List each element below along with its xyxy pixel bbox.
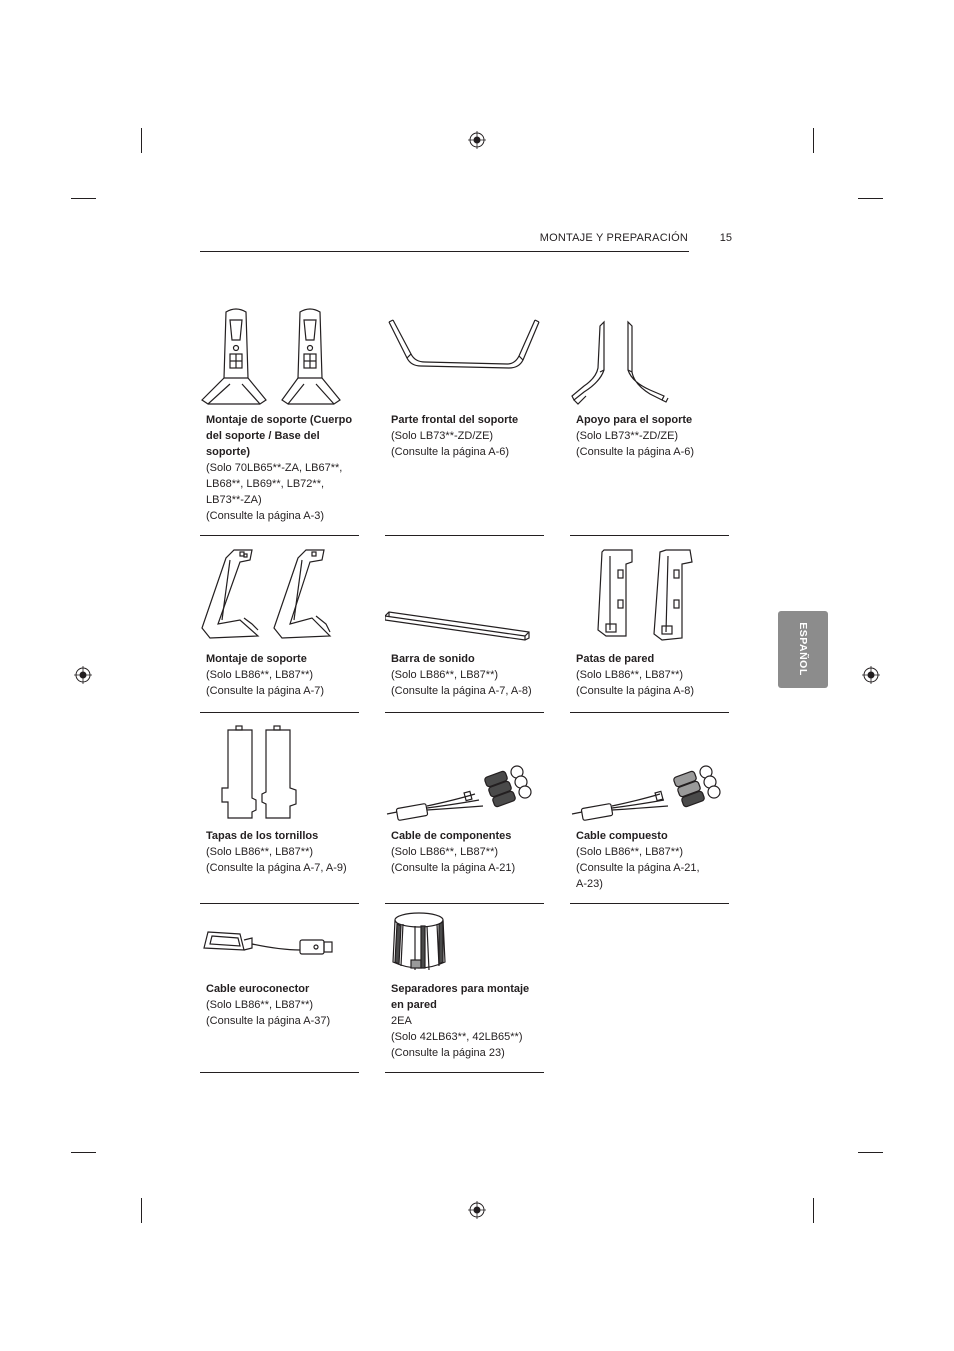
crop-mark	[858, 198, 883, 199]
stand-body-base-illustration	[200, 300, 360, 410]
item-text	[206, 412, 356, 524]
item-detail: (Solo LB86**, LB87**)	[206, 669, 314, 681]
item-text	[576, 828, 700, 892]
item-detail: (Consulte la página A-8)	[576, 685, 695, 697]
item-detail: (Consulte la página A-21,	[576, 862, 700, 874]
item-detail: LB73**-ZA)	[206, 494, 262, 506]
scart-cable-illustration	[200, 910, 360, 982]
item-detail: (Consulte la página A-7, A-8)	[391, 685, 532, 697]
accessory-item	[385, 718, 545, 904]
item-detail: (Consulte la página A-3)	[206, 510, 325, 522]
component-cable-illustration	[385, 718, 545, 828]
item-name: Cable de componentes	[391, 830, 512, 842]
accessory-item	[570, 300, 730, 536]
item-rule	[200, 712, 359, 713]
wall-legs-illustration	[570, 540, 730, 648]
item-name: Parte frontal del soporte	[391, 414, 519, 426]
stand-support-illustration	[570, 300, 730, 410]
item-name: Cable compuesto	[576, 830, 668, 842]
item-rule	[385, 1072, 544, 1073]
item-detail: (Solo LB86**, LB87**)	[391, 669, 499, 681]
item-text	[391, 651, 532, 699]
item-name: Patas de pared	[576, 653, 655, 665]
item-rule	[385, 712, 544, 713]
item-text	[576, 651, 694, 699]
accessory-item	[200, 300, 360, 536]
item-name: Tapas de los tornillos	[206, 830, 319, 842]
item-detail: (Consulte la página A-21)	[391, 862, 516, 874]
item-detail: (Solo LB86**, LB87**)	[576, 846, 684, 858]
registration-mark-icon	[468, 1201, 486, 1219]
item-detail: (Consulte la página A-37)	[206, 1015, 331, 1027]
crop-mark	[813, 128, 814, 153]
screw-covers-illustration	[200, 718, 360, 828]
item-rule	[385, 535, 544, 536]
item-text	[206, 651, 324, 699]
item-detail: (Consulte la página A-6)	[576, 446, 695, 458]
item-detail: (Solo LB86**, LB87**)	[206, 999, 314, 1011]
item-text	[391, 828, 515, 876]
item-detail: (Consulte la página A-7)	[206, 685, 325, 697]
item-name: Apoyo para el soporte	[576, 414, 693, 426]
item-detail: LB68**, LB69**, LB72**,	[206, 478, 325, 490]
item-detail: (Solo LB73**-ZD/ZE)	[391, 430, 494, 442]
item-text	[206, 828, 347, 876]
item-detail: (Solo LB86**, LB87**)	[576, 669, 684, 681]
item-name: Separadores para montaje en pared	[391, 983, 530, 1011]
item-text	[206, 981, 330, 1029]
language-tab	[778, 611, 828, 688]
accessory-item	[200, 910, 360, 1074]
accessory-item	[385, 300, 545, 536]
registration-mark-icon	[862, 666, 880, 684]
section-title: MONTAJE Y PREPARACIÓN	[539, 232, 688, 244]
item-detail: (Consulte la página 23)	[391, 1047, 505, 1059]
accessory-item	[200, 540, 360, 713]
header-rule	[200, 251, 689, 252]
item-rule	[570, 903, 729, 904]
item-detail: (Solo 70LB65**-ZA, LB67**,	[206, 462, 343, 474]
accessory-item	[200, 718, 360, 904]
item-detail: (Consulte la página A-6)	[391, 446, 510, 458]
item-detail: (Solo LB86**, LB87**)	[391, 846, 499, 858]
crop-mark	[141, 1198, 142, 1223]
language-tab-label: ESPAÑOL	[797, 622, 809, 676]
item-detail: (Consulte la página A-7, A-9)	[206, 862, 347, 874]
accessory-item	[570, 718, 730, 904]
item-detail: (Solo 42LB63**, 42LB65**)	[391, 1031, 523, 1043]
registration-mark-icon	[74, 666, 92, 684]
item-rule	[200, 1072, 359, 1073]
item-rule	[200, 903, 359, 904]
item-text	[391, 412, 518, 460]
registration-mark-icon	[468, 131, 486, 149]
accessory-item	[385, 910, 545, 1074]
sound-bar-illustration	[385, 540, 545, 648]
accessory-item	[570, 540, 730, 713]
item-detail: A-23)	[576, 878, 603, 890]
stand-front-illustration	[385, 300, 545, 410]
item-text	[391, 981, 541, 1061]
crop-mark	[858, 1152, 883, 1153]
item-rule	[200, 535, 359, 536]
crop-mark	[813, 1198, 814, 1223]
wall-spacer-illustration	[385, 910, 545, 982]
page-number: 15	[719, 232, 732, 244]
item-rule	[570, 535, 729, 536]
item-detail: (Solo LB73**-ZD/ZE)	[576, 430, 679, 442]
page-header	[200, 232, 734, 252]
item-text	[576, 412, 694, 460]
item-rule	[570, 712, 729, 713]
item-name: Montaje de soporte (Cuerpo del soporte / Base del soporte)	[206, 414, 353, 458]
item-name: Cable euroconector	[206, 983, 310, 995]
item-name: Barra de sonido	[391, 653, 475, 665]
accessory-item	[385, 540, 545, 713]
crop-mark	[71, 1152, 96, 1153]
stand-assembly-illustration	[200, 540, 360, 648]
item-detail: 2EA	[391, 1015, 412, 1027]
item-name: Montaje de soporte	[206, 653, 307, 665]
crop-mark	[71, 198, 96, 199]
composite-cable-illustration	[570, 718, 730, 828]
crop-mark	[141, 128, 142, 153]
item-detail: (Solo LB86**, LB87**)	[206, 846, 314, 858]
item-rule	[385, 903, 544, 904]
